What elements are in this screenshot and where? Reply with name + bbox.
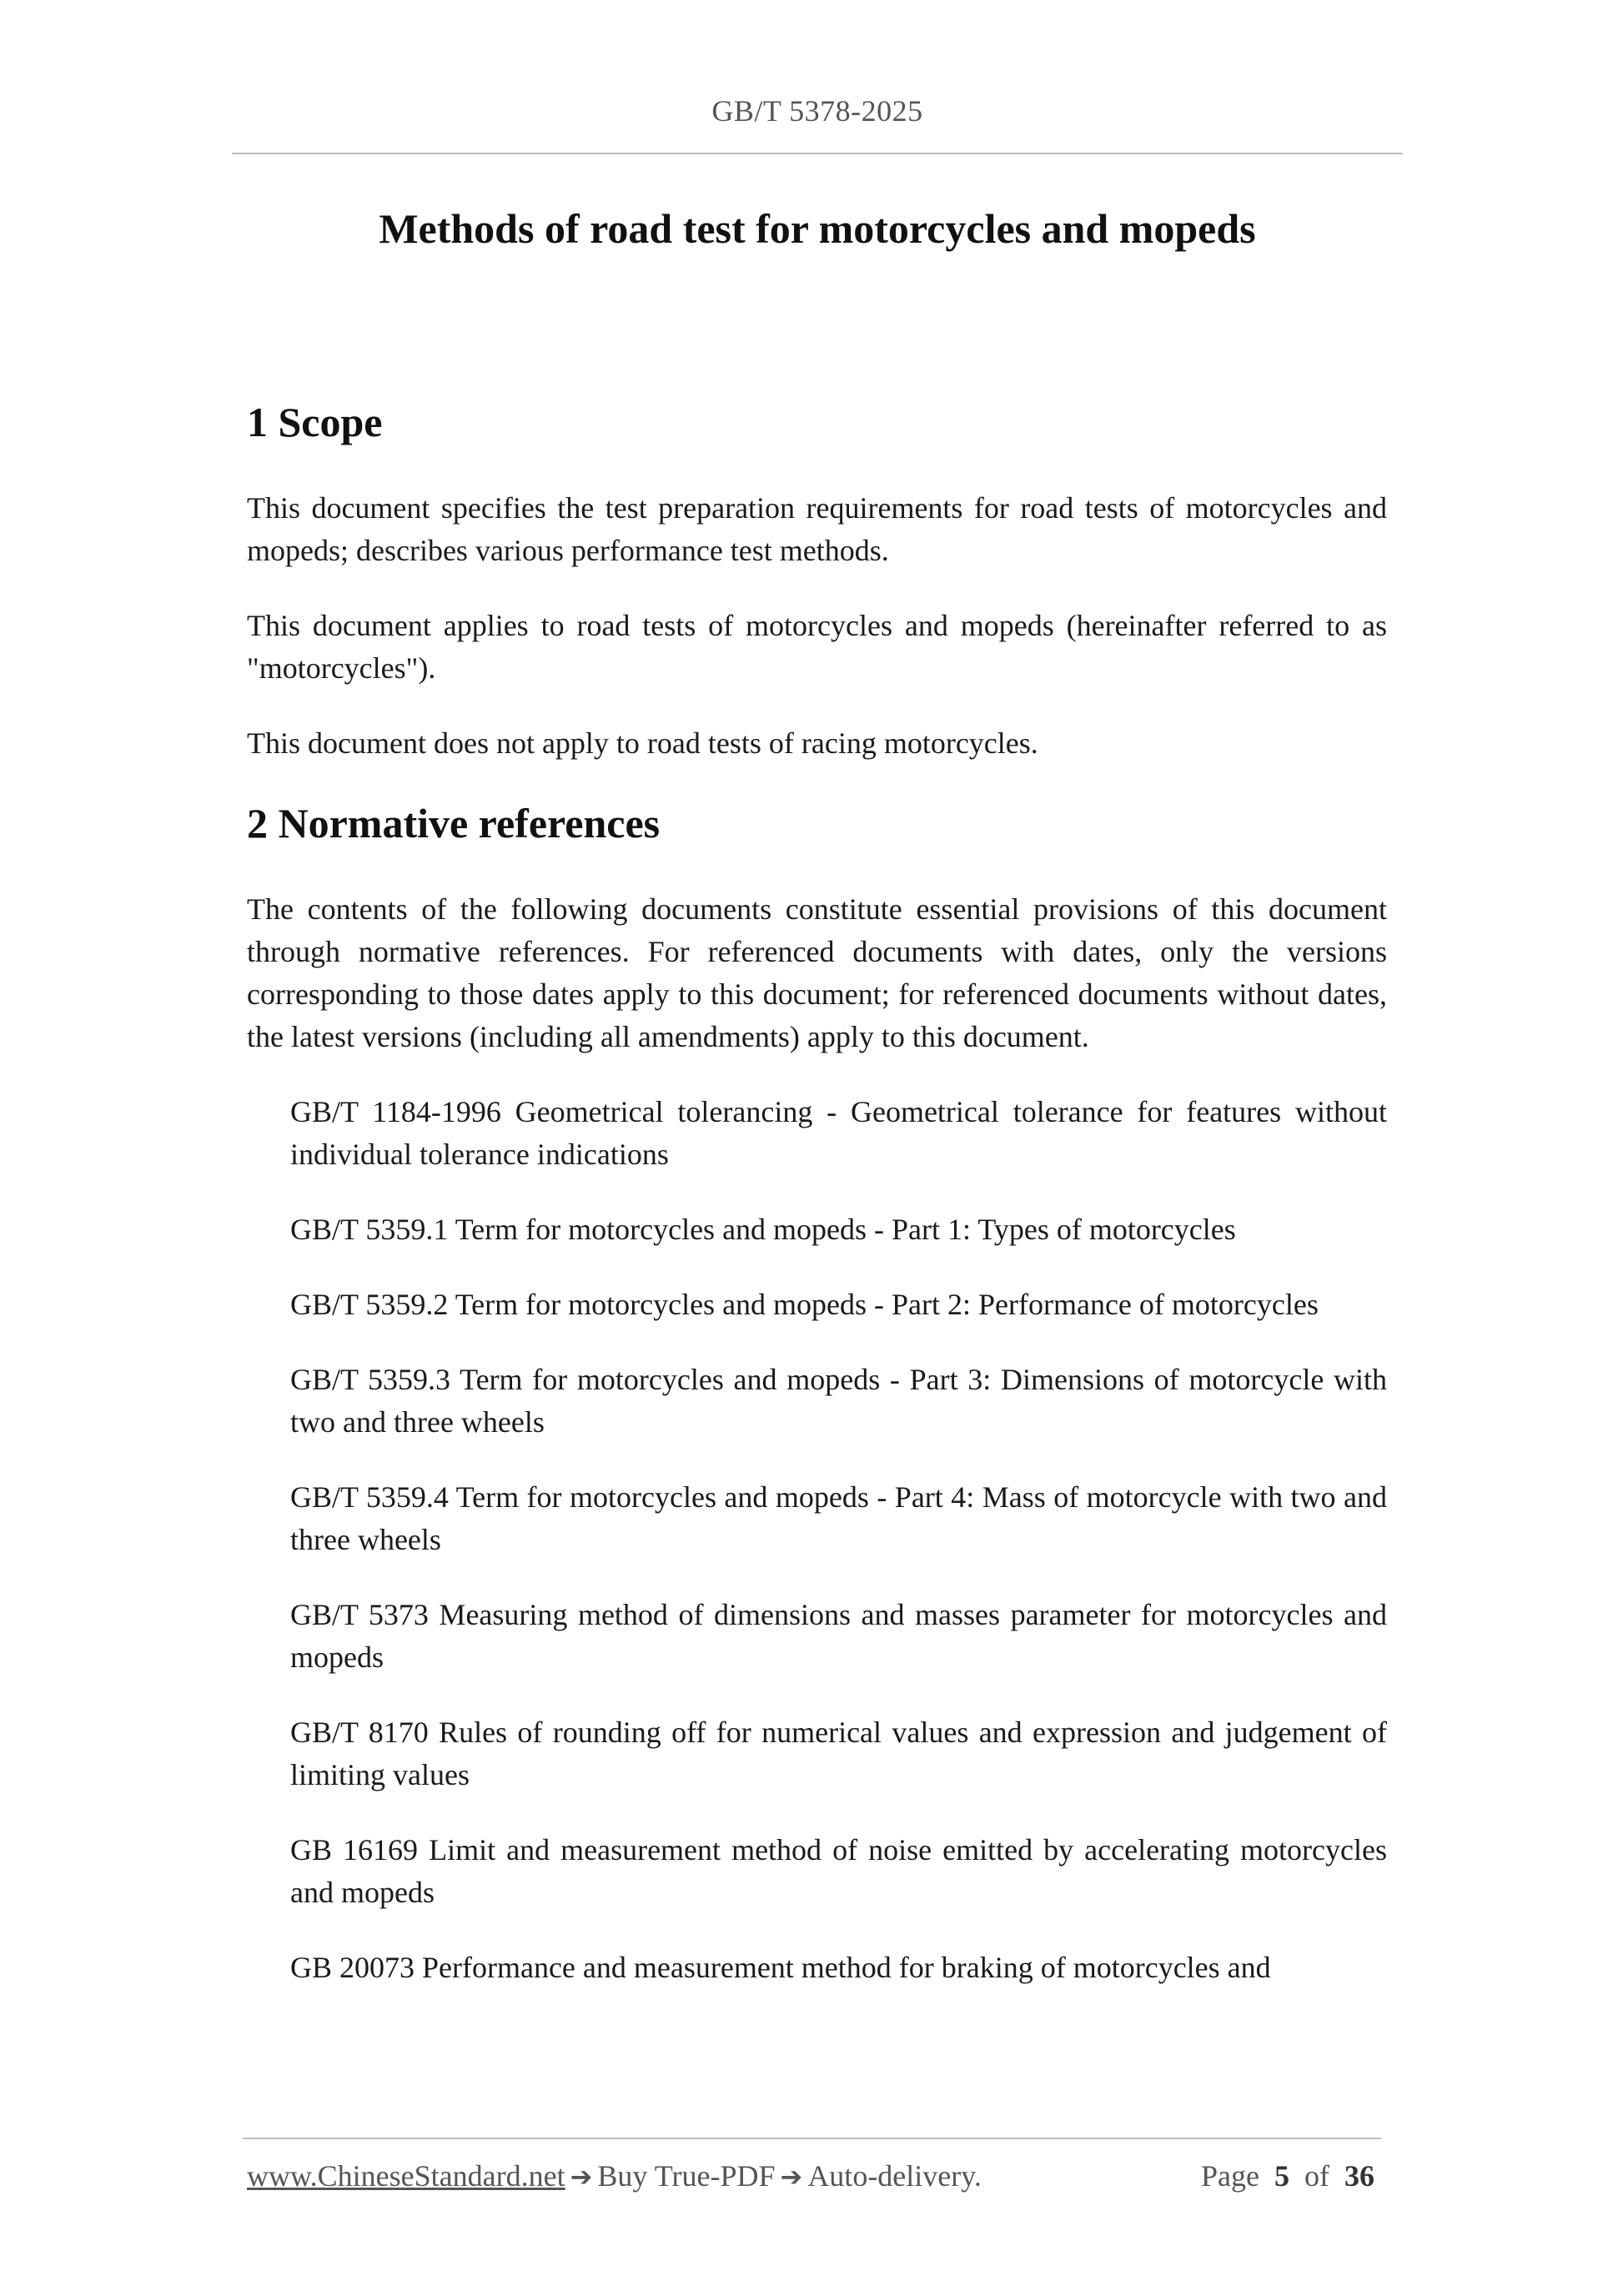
section-heading-scope: 1 Scope xyxy=(247,399,383,445)
footer-promo xyxy=(247,2158,982,2193)
arrow-right-icon: ➔ xyxy=(570,2161,593,2193)
arrow-right-icon: ➔ xyxy=(780,2161,803,2193)
buy-text: Buy True-PDF xyxy=(597,2159,776,2193)
delivery-text: Auto-delivery. xyxy=(807,2159,982,2193)
reference-item: GB/T 5359.4 Term for motorcycles and mopeds - Part 4: Mass of motorcycle with two and three wheels xyxy=(290,1480,1387,1556)
section-heading-normative-references: 2 Normative references xyxy=(247,800,661,847)
paragraph: The contents of the following documents constitute essential provisions of this document through normative references. For referenced documents with dates, only the versions corresponding to those dates apply to this document; for referenced documents without dates, the latest versions (including all amendments) apply to this document. xyxy=(247,892,1387,1053)
document-title: Methods of road test for motorcycles and mopeds xyxy=(379,205,1256,252)
section-scope xyxy=(247,397,1387,765)
footer-divider xyxy=(243,2138,1381,2139)
page-footer xyxy=(247,2158,1374,2193)
page-number xyxy=(1201,2158,1374,2193)
paragraph: This document specifies the test preparation requirements for road tests of motorcycles and mopeds; describes various performance test methods. xyxy=(247,491,1387,567)
reference-item: GB/T 5373 Measuring method of dimensions and masses parameter for motorcycles and mopeds xyxy=(290,1598,1387,1674)
reference-item: GB/T 5359.3 Term for motorcycles and mopeds - Part 3: Dimensions of motorcycle with two and three wheels xyxy=(290,1363,1387,1439)
page-of-label: of xyxy=(1304,2159,1329,2193)
reference-item: GB 20073 Performance and measurement method for braking of motorcycles and xyxy=(290,1951,1271,1984)
reference-item: GB/T 8170 Rules of rounding off for numerical values and expression and judgement of limiting values xyxy=(290,1716,1387,1791)
paragraph: This document applies to road tests of motorcycles and mopeds (hereinafter referred to as "motorcycles"). xyxy=(247,609,1387,685)
reference-item: GB/T 5359.1 Term for motorcycles and mopeds - Part 1: Types of motorcycles xyxy=(290,1213,1236,1246)
page-current: 5 xyxy=(1274,2159,1289,2193)
paragraph: This document does not apply to road tests of racing motorcycles. xyxy=(247,726,1038,760)
reference-item: GB/T 5359.2 Term for motorcycles and mopeds - Part 2: Performance of motorcycles xyxy=(290,1288,1319,1321)
page-label: Page xyxy=(1201,2159,1259,2193)
website-link[interactable]: www.ChineseStandard.net xyxy=(247,2159,565,2193)
reference-item: GB 16169 Limit and measurement method of noise emitted by accelerating motorcycles and mopeds xyxy=(290,1833,1387,1909)
reference-item: GB/T 1184-1996 Geometrical tolerancing - Geometrical tolerance for features without individual tolerance indications xyxy=(290,1095,1387,1171)
header-divider xyxy=(232,153,1403,154)
page-total: 36 xyxy=(1344,2159,1374,2193)
reference-list xyxy=(247,1091,1387,1989)
section-normative-references xyxy=(247,798,1387,1989)
document-body xyxy=(247,397,1387,2022)
page-header: GB/T 5378-2025 xyxy=(711,94,923,128)
